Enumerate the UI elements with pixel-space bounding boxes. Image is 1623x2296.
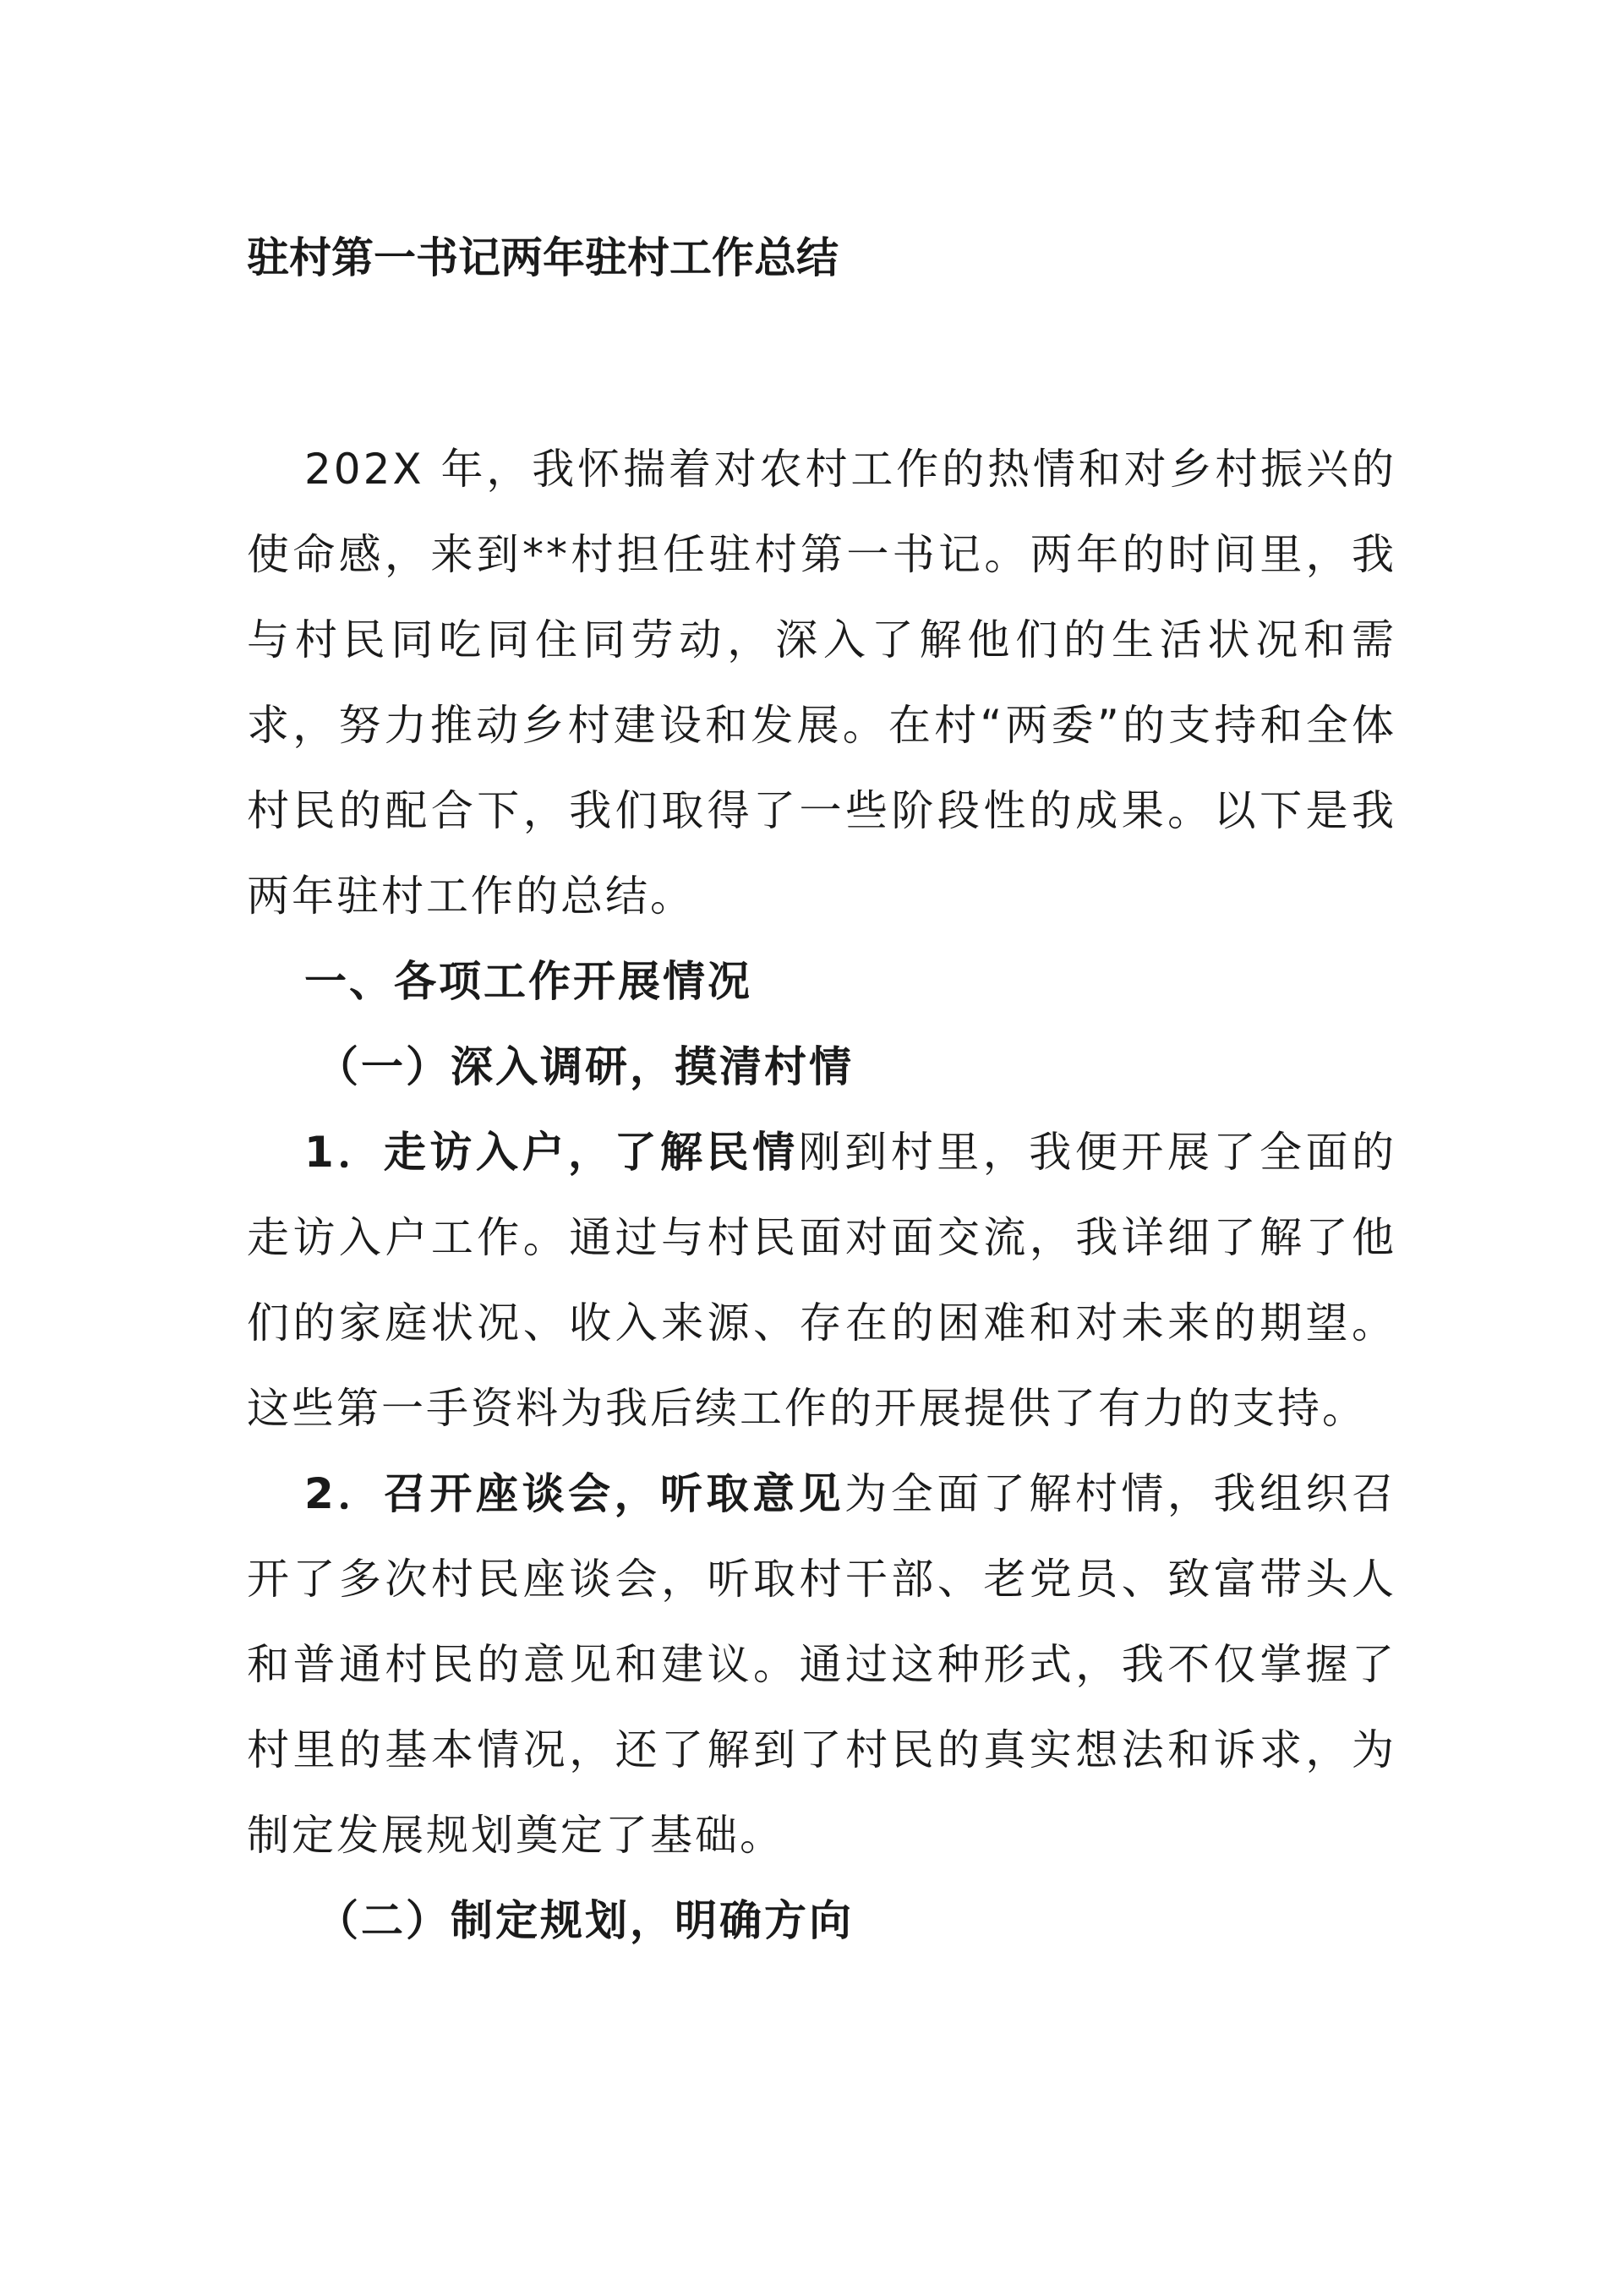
subsection-heading-1: （一）深入调研，摸清村情 — [316, 1042, 854, 1091]
section-heading-1: 一、各项工作开展情况 — [304, 957, 752, 1006]
subsection-heading-2: （二）制定规划，明确方向 — [316, 1896, 854, 1945]
document-title: 驻村第一书记两年驻村工作总结 — [247, 233, 839, 282]
document-body — [247, 427, 1396, 1964]
item-2-lead: 2．召开座谈会，听取意见 — [304, 1469, 845, 1518]
item-1-text: 刚到村里，我便开展了全面的走访入户工作。通过与村民面对面交流，我详细了解了他们的家庭状况、收入来源、存在的困难和对未来的期望。这些第一手资料为我后续工作的开展提供了有力的支持。 — [247, 1128, 1397, 1433]
intro-paragraph: 202X 年，我怀揣着对农村工作的热情和对乡村振兴的使命感，来到**村担任驻村第一书记。两年的时间里，我与村民同吃同住同劳动，深入了解他们的生活状况和需求，努力推动乡村建设和发展。在村“两委”的支持和全体村民的配合下，我们取得了一些阶段性的成果。以下是我两年驻村工作的总结。 — [247, 445, 1396, 921]
paragraph-item-1 — [247, 1110, 1396, 1451]
paragraph-item-2 — [247, 1451, 1396, 1878]
item-1-lead: 1．走访入户，了解民情 — [304, 1128, 799, 1177]
item-2-text: 为全面了解村情，我组织召开了多次村民座谈会，听取村干部、老党员、致富带头人和普通村民的意见和建议。通过这种形式，我不仅掌握了村里的基本情况，还了解到了村民的真实想法和诉求，为制定发展规划奠定了基础。 — [247, 1469, 1397, 1860]
